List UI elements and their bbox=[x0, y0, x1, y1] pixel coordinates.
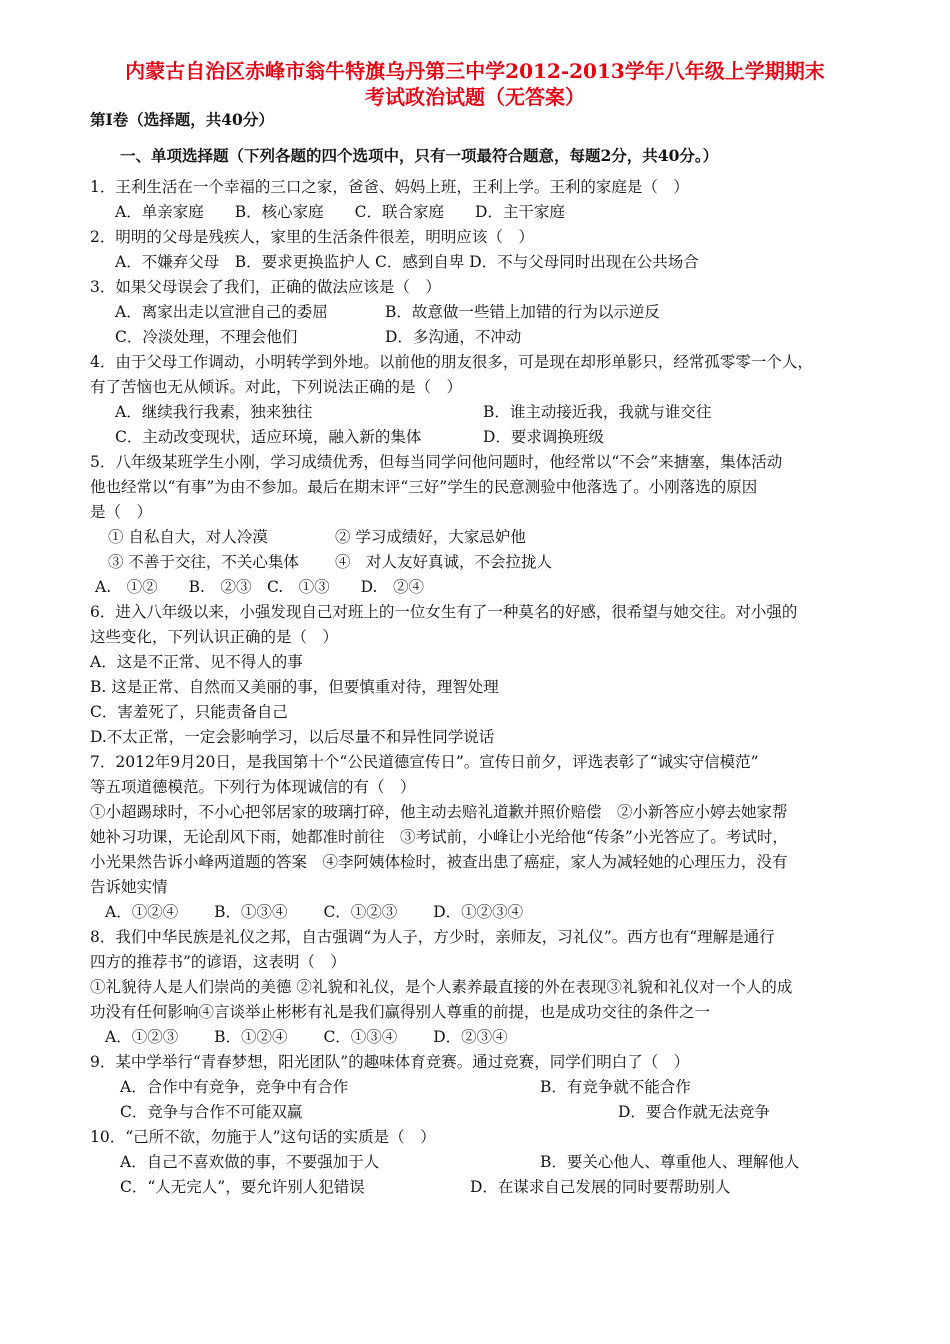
q6-option-d: D.不太正常，一定会影响学习，以后尽量不和异性同学说话 bbox=[90, 728, 495, 746]
q9-stem: 9．某中学举行“青春梦想，阳光团队”的趣味体育竞赛。通过竞赛，同学们明白了（ ） bbox=[90, 1053, 690, 1071]
q8-options: A．①②③ B．①②④ C．①③④ D．②③④ bbox=[105, 1028, 508, 1046]
q7-body-line3: 小光果然告诉小峰两道题的答案 ④李阿姨体检时，被查出患了癌症，家人为减轻她的心理压力，没有 bbox=[90, 853, 788, 871]
volume-heading: 第Ⅰ卷（选择题，共40分） bbox=[90, 110, 274, 129]
q7-options: A．①②④ B．①③④ C．①②③ D．①②③④ bbox=[105, 903, 524, 921]
section-heading: 一、单项选择题（下列各题的四个选项中，只有一项最符合题意，每题2分，共40分。） bbox=[120, 146, 719, 165]
q9-option-b: B．有竞争就不能合作 bbox=[540, 1078, 691, 1096]
q5-item-1: ① 自私自大，对人冷漠 bbox=[108, 528, 268, 546]
q4-stem-line2: 有了苦恼也无从倾诉。对此，下列说法正确的是（ ） bbox=[90, 378, 463, 396]
q8-stem-line1: 8．我们中华民族是礼仪之邦，自古强调“为人子，方少时，亲师友，习礼仪”。西方也有“理解是通行 bbox=[90, 928, 775, 946]
q3-option-a: A．离家出走以宣泄自己的委屈 bbox=[115, 303, 328, 321]
q10-option-d: D．在谋求自己发展的同时要帮助别人 bbox=[470, 1178, 731, 1196]
q7-body-line1: ①小超踢球时，不小心把邻居家的玻璃打碎，他主动去赔礼道歉并照价赔偿 ②小新答应小婷去她家帮 bbox=[90, 803, 788, 821]
q1-stem: 1．王利生活在一个幸福的三口之家，爸爸、妈妈上班，王利上学。王利的家庭是（ ） bbox=[90, 178, 689, 196]
q8-body-line1: ①礼貌待人是人们崇尚的美德 ②礼貌和礼仪，是个人素养最直接的外在表现③礼貌和礼仪对一个人的成 bbox=[90, 978, 793, 996]
q10-stem: 10．“己所不欲，勿施于人”这句话的实质是（ ） bbox=[90, 1128, 436, 1146]
q3-option-c: C．冷淡处理，不理会他们 bbox=[115, 328, 298, 346]
q3-option-b: B．故意做一些错上加错的行为以示逆反 bbox=[385, 303, 660, 321]
q5-options: A. ①② B. ②③ C. ①③ D. ②④ bbox=[95, 578, 424, 596]
q7-body-line2: 她补习功课，无论刮风下雨，她都准时前往 ③考试前，小峰让小光给他“传条”小光答应了。考试时， bbox=[90, 828, 788, 846]
q6-stem-line1: 6．进入八年级以来，小强发现自己对班上的一位女生有了一种莫名的好感，很希望与她交往。对小强的 bbox=[90, 603, 798, 621]
q6-option-c: C．害羞死了，只能责备自己 bbox=[90, 703, 288, 721]
q5-stem-line1: 5．八年级某班学生小刚，学习成绩优秀，但每当同学问他问题时，他经常以“不会”来搪塞，集体活动 bbox=[90, 453, 783, 471]
q4-stem-line1: 4．由于父母工作调动，小明转学到外地。以前他的朋友很多，可是现在却形单影只，经常孤零零一个人， bbox=[90, 353, 813, 371]
q7-stem-line2: 等五项道德模范。下列行为体现诚信的有（ ） bbox=[90, 778, 416, 796]
q6-option-a: A．这是不正常、见不得人的事 bbox=[90, 653, 303, 671]
q2-options: A．不嫌弃父母 B．要求更换监护人 C．感到自卑 D．不与父母同时出现在公共场合 bbox=[115, 253, 699, 271]
q4-option-d: D．要求调换班级 bbox=[483, 428, 604, 446]
q5-item-3: ③ 不善于交往，不关心集体 bbox=[108, 553, 299, 571]
q3-option-d: D．多沟通，不冲动 bbox=[385, 328, 522, 346]
q2-stem: 2．明明的父母是残疾人，家里的生活条件很差，明明应该（ ） bbox=[90, 228, 534, 246]
q5-stem-line3: 是（ ） bbox=[90, 503, 153, 521]
q5-item-2: ② 学习成绩好，大家忌妒他 bbox=[335, 528, 526, 546]
q7-stem-line1: 7．2012年9月20日，是我国第十个“公民道德宣传日”。宣传日前夕，评选表彰了“诚实守信模范” bbox=[90, 753, 759, 771]
q9-option-a: A．合作中有竞争，竞争中有合作 bbox=[120, 1078, 349, 1096]
q4-option-b: B．谁主动接近我，我就与谁交往 bbox=[483, 403, 712, 421]
q6-option-b: B. 这是正常、自然而又美丽的事，但要慎重对待，理智处理 bbox=[90, 678, 499, 696]
q7-body-line4: 告诉她实情 bbox=[90, 878, 168, 896]
q10-option-c: C．“人无完人”，要允许别人犯错误 bbox=[120, 1178, 365, 1196]
q4-option-c: C．主动改变现状，适应环境，融入新的集体 bbox=[115, 428, 422, 446]
q8-stem-line2: 四方的推荐书”的谚语，这表明（ ） bbox=[90, 953, 346, 971]
q6-stem-line2: 这些变化，下列认识正确的是（ ） bbox=[90, 628, 339, 646]
q4-option-a: A．继续我行我素，独来独往 bbox=[115, 403, 313, 421]
q3-stem: 3．如果父母误会了我们，正确的做法应该是（ ） bbox=[90, 278, 441, 296]
q8-body-line2: 功没有任何影响④言谈举止彬彬有礼是我们赢得别人尊重的前提，也是成功交往的条件之一 bbox=[90, 1003, 711, 1021]
exam-title-line2: 考试政治试题（无答案） bbox=[365, 85, 585, 109]
exam-title bbox=[60, 58, 890, 110]
q10-option-b: B．要关心他人、尊重他人、理解他人 bbox=[540, 1153, 800, 1171]
q10-option-a: A．自己不喜欢做的事，不要强加于人 bbox=[120, 1153, 380, 1171]
q5-item-4: ④ 对人友好真诚，不会拉拢人 bbox=[335, 553, 553, 571]
q9-option-c: C．竞争与合作不可能双赢 bbox=[120, 1103, 303, 1121]
exam-title-line1: 内蒙古自治区赤峰市翁牛特旗乌丹第三中学2012-2013学年八年级上学期期末 bbox=[125, 59, 825, 83]
q5-stem-line2: 他也经常以“有事”为由不参加。最后在期末评“三好”学生的民意测验中他落选了。小刚落选的原因 bbox=[90, 478, 758, 496]
q9-option-d: D．要合作就无法竞争 bbox=[618, 1103, 770, 1121]
q1-options: A．单亲家庭 B．核心家庭 C．联合家庭 D．主干家庭 bbox=[115, 203, 565, 221]
